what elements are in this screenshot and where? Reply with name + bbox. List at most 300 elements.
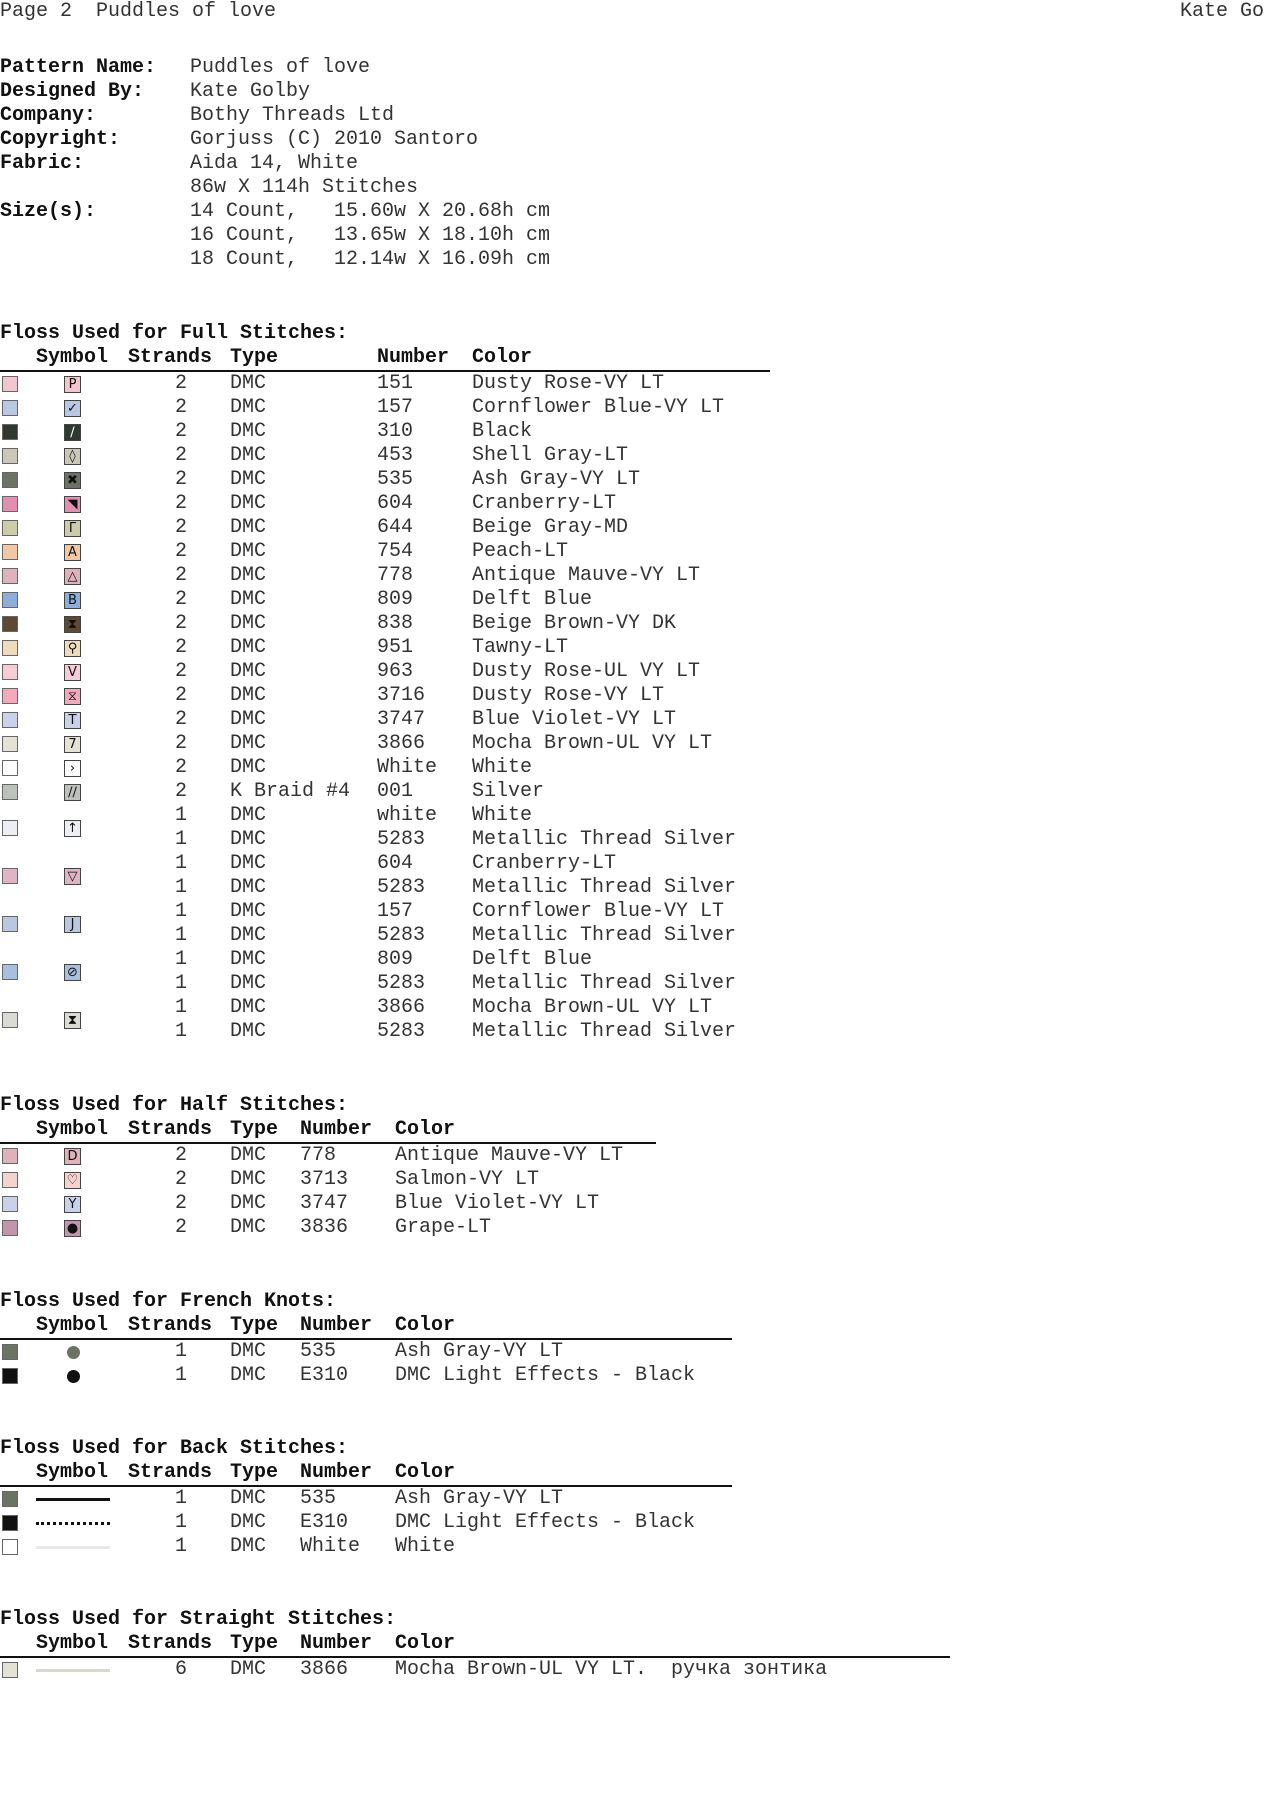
color-name: Antique Mauve-VY LT [395,1144,624,1167]
table-row [0,588,770,612]
stitch-symbol: ∕∕ [64,784,81,801]
number-value: 453 [377,444,414,467]
color-name: Cornflower Blue-VY LT [472,900,725,923]
table-row [0,396,770,420]
strands-value: 1 [175,1020,188,1043]
number-value: 3747 [300,1192,349,1215]
column-header-type: Type [230,1632,279,1655]
stitch-symbol: V [64,664,81,681]
info-value: Aida 14, White [190,152,359,175]
color-name: Antique Mauve-VY LT [472,564,701,587]
strands-value: 2 [175,396,188,419]
number-value: 809 [377,948,414,971]
row-line [0,612,770,636]
stitch-symbol: P [64,376,81,393]
row-line [0,636,770,660]
row-line [0,588,770,612]
row-line [0,924,770,948]
type-value: DMC [230,1535,267,1558]
table-row [0,420,770,444]
strands-value: 1 [175,828,188,851]
strands-value: 2 [175,732,188,755]
strands-value: 1 [175,852,188,875]
strands-value: 2 [175,756,188,779]
type-value: DMC [230,636,267,659]
stitch-symbol: ● [64,1220,81,1237]
number-value: 5283 [377,876,426,899]
strands-value: 1 [175,1511,188,1534]
color-name: Silver [472,780,545,803]
row-line [0,444,770,468]
table-row [0,852,770,900]
row-line [0,468,770,492]
row-line [0,1340,732,1364]
info-key: Pattern Name: [0,56,157,79]
color-name: White [472,804,533,827]
table-header [0,1632,950,1656]
table-row [0,1487,732,1511]
table-header [0,1461,732,1485]
stitch-symbol: ⧗ [64,616,81,633]
row-line [0,420,770,444]
row-line [0,1535,732,1559]
strands-value: 2 [175,420,188,443]
table-row [0,900,770,948]
info-value: 16 Count, 13.65w X 18.10h cm [190,224,551,247]
type-value: DMC [230,396,267,419]
table-header [0,1314,732,1338]
strands-value: 1 [175,876,188,899]
table-row [0,372,770,396]
strands-value: 2 [175,1192,188,1215]
strands-value: 2 [175,492,188,515]
table-row [0,948,770,996]
row-line [0,1192,656,1216]
header-title: Puddles of love [96,0,277,23]
color-name: DMC Light Effects - Black [395,1364,696,1387]
table-row [0,996,770,1044]
row-line [0,540,770,564]
type-value: DMC [230,1511,267,1534]
row-line [0,1511,732,1535]
info-value: Kate Golby [190,80,311,103]
row-line [0,996,770,1020]
stitch-symbol: ✓ [64,400,81,417]
type-value: K Braid #4 [230,780,351,803]
strands-value: 6 [175,1658,188,1681]
stitch-symbol: △ [64,568,81,585]
column-header-strands: Strands [128,1314,213,1337]
number-value: 3747 [377,708,426,731]
color-name: DMC Light Effects - Black [395,1511,696,1534]
color-name: Salmon-VY LT [395,1168,540,1191]
color-name: Dusty Rose-VY LT [472,372,665,395]
table-row [0,732,770,756]
column-header-color: Color [395,1632,456,1655]
strands-value: 2 [175,444,188,467]
column-header-color: Color [395,1461,456,1484]
stitch-symbol: 7 [64,736,81,753]
color-name: Cranberry-LT [472,492,617,515]
color-name: Dusty Rose-VY LT [472,684,665,707]
type-value: DMC [230,1144,267,1167]
column-header-symbol: Symbol [36,1632,109,1655]
stitch-symbol: ↑ [64,820,81,837]
color-name: Shell Gray-LT [472,444,629,467]
row-line [0,1658,950,1682]
type-value: DMC [230,1020,267,1043]
number-value: 809 [377,588,414,611]
section-title: Floss Used for Full Stitches: [0,322,349,345]
color-name: Cranberry-LT [472,852,617,875]
table-row [0,1168,656,1192]
floss-rows [0,1340,732,1388]
type-value: DMC [230,972,267,995]
type-value: DMC [230,444,267,467]
number-value: 604 [377,492,414,515]
type-value: DMC [230,996,267,1019]
table-row [0,1535,732,1559]
back-stitches-section [0,1437,732,1559]
strands-value: 1 [175,948,188,971]
column-header-type: Type [230,1314,279,1337]
row-line [0,1144,656,1168]
color-name: Cornflower Blue-VY LT [472,396,725,419]
info-value: 86w X 114h Stitches [190,176,419,199]
stitch-symbol: ♡ [64,1172,81,1189]
table-row [0,564,770,588]
column-header-color: Color [395,1314,456,1337]
row-line [0,564,770,588]
table-row [0,1340,732,1364]
type-value: DMC [230,1487,267,1510]
column-header-strands: Strands [128,1461,213,1484]
table-row [0,1658,950,1682]
table-row [0,1216,656,1240]
color-name: White [395,1535,456,1558]
type-value: DMC [230,1658,267,1681]
column-header-number: Number [300,1118,373,1141]
column-header-strands: Strands [128,1118,213,1141]
stitch-symbol: ◥ [64,496,81,513]
number-value: 3716 [377,684,426,707]
table-row [0,444,770,468]
type-value: DMC [230,1168,267,1191]
column-header-symbol: Symbol [36,1461,109,1484]
number-value: 3866 [377,996,426,1019]
type-value: DMC [230,516,267,539]
column-header-symbol: Symbol [36,1314,109,1337]
table-row [0,540,770,564]
type-value: DMC [230,468,267,491]
number-value: white [377,804,438,827]
row-line [0,1364,732,1388]
color-name: Ash Gray-VY LT [395,1487,564,1510]
number-value: 3866 [377,732,426,755]
strands-value: 2 [175,1144,188,1167]
section-title: Floss Used for Straight Stitches: [0,1608,397,1631]
info-key: Fabric: [0,152,85,175]
column-header-strands: Strands [128,346,213,369]
stitch-symbol: ∕ [64,424,81,441]
number-value: 644 [377,516,414,539]
stitch-symbol: ⧖ [64,688,81,705]
row-line [0,684,770,708]
floss-rows [0,1144,656,1240]
table-row [0,516,770,540]
table-row [0,708,770,732]
type-value: DMC [230,588,267,611]
number-value: 5283 [377,972,426,995]
row-line [0,852,770,876]
strands-value: 2 [175,468,188,491]
number-value: White [377,756,438,779]
table-row [0,1192,656,1216]
section-title: Floss Used for Half Stitches: [0,1094,349,1117]
color-name: Metallic Thread Silver [472,876,737,899]
number-value: 838 [377,612,414,635]
strands-value: 1 [175,972,188,995]
table-row [0,1364,732,1388]
stitch-symbol: Γ [64,520,81,537]
strands-value: 2 [175,708,188,731]
strands-value: 2 [175,636,188,659]
stitch-symbol: ⊘ [64,964,81,981]
type-value: DMC [230,708,267,731]
strands-value: 2 [175,780,188,803]
type-value: DMC [230,900,267,923]
strands-value: 2 [175,564,188,587]
color-name: Ash Gray-VY LT [472,468,641,491]
number-value: E310 [300,1364,349,1387]
number-value: 5283 [377,1020,426,1043]
row-line [0,732,770,756]
strands-value: 1 [175,1535,188,1558]
type-value: DMC [230,876,267,899]
stitch-symbol: ◊ [64,448,81,465]
color-name: Blue Violet-VY LT [395,1192,600,1215]
strands-value: 2 [175,684,188,707]
color-name: Beige Brown-VY DK [472,612,677,635]
strands-value: 2 [175,1168,188,1191]
number-value: 001 [377,780,414,803]
info-value: Puddles of love [190,56,371,79]
number-value: 3713 [300,1168,349,1191]
strands-value: 1 [175,924,188,947]
row-line [0,1168,656,1192]
number-value: 778 [377,564,414,587]
number-value: 951 [377,636,414,659]
stitch-symbol: ▽ [64,868,81,885]
type-value: DMC [230,804,267,827]
type-value: DMC [230,1216,267,1239]
section-title: Floss Used for French Knots: [0,1290,337,1313]
row-line [0,516,770,540]
strands-value: 1 [175,1340,188,1363]
row-line [0,372,770,396]
info-value: 18 Count, 12.14w X 16.09h cm [190,248,551,271]
row-line [0,1487,732,1511]
color-name: White [472,756,533,779]
stitch-symbol: B [64,592,81,609]
stitch-symbol: A [64,544,81,561]
strands-value: 2 [175,516,188,539]
column-header-number: Number [300,1461,373,1484]
color-name: Black [472,420,533,443]
color-name: Mocha Brown-UL VY LT. ручка зонтика [395,1658,828,1681]
french-knots-section [0,1290,732,1388]
color-name: Mocha Brown-UL VY LT [472,732,713,755]
strands-value: 1 [175,996,188,1019]
color-name: Ash Gray-VY LT [395,1340,564,1363]
color-name: Beige Gray-MD [472,516,629,539]
row-line [0,828,770,852]
info-value: 14 Count, 15.60w X 20.68h cm [190,200,551,223]
type-value: DMC [230,948,267,971]
color-name: Metallic Thread Silver [472,924,737,947]
number-value: 535 [300,1340,337,1363]
type-value: DMC [230,372,267,395]
type-value: DMC [230,540,267,563]
full-stitches-section [0,322,770,1044]
color-name: Metallic Thread Silver [472,828,737,851]
strands-value: 2 [175,540,188,563]
strands-value: 2 [175,660,188,683]
column-header-strands: Strands [128,1632,213,1655]
type-value: DMC [230,492,267,515]
color-name: Metallic Thread Silver [472,1020,737,1043]
number-value: 754 [377,540,414,563]
table-row [0,780,770,804]
table-row [0,468,770,492]
page-header-left [0,0,276,23]
info-key: Copyright: [0,128,121,151]
color-name: Dusty Rose-UL VY LT [472,660,701,683]
info-key: Designed By: [0,80,145,103]
type-value: DMC [230,660,267,683]
floss-rows [0,372,770,1044]
number-value: 535 [377,468,414,491]
strands-value: 1 [175,1364,188,1387]
column-header-type: Type [230,346,279,369]
column-header-number: Number [300,1314,373,1337]
color-name: Delft Blue [472,948,593,971]
stitch-symbol: ⚲ [64,640,81,657]
number-value: 151 [377,372,414,395]
number-value: 778 [300,1144,337,1167]
strands-value: 1 [175,900,188,923]
color-name: Tawny-LT [472,636,569,659]
table-row [0,1511,732,1535]
number-value: 157 [377,900,414,923]
number-value: 310 [377,420,414,443]
half-stitches-section [0,1094,656,1240]
row-line [0,756,770,780]
table-row [0,804,770,852]
number-value: 963 [377,660,414,683]
strands-value: 2 [175,372,188,395]
stitch-symbol: ⧗ [64,1012,81,1029]
strands-value: 2 [175,612,188,635]
stitch-symbol: D [64,1148,81,1165]
strands-value: 2 [175,1216,188,1239]
stitch-symbol: T [64,712,81,729]
type-value: DMC [230,684,267,707]
table-row [0,612,770,636]
color-name: Peach-LT [472,540,569,563]
type-value: DMC [230,852,267,875]
column-header-symbol: Symbol [36,346,109,369]
table-row [0,492,770,516]
color-name: Delft Blue [472,588,593,611]
number-value: White [300,1535,361,1558]
row-line [0,900,770,924]
number-value: E310 [300,1511,349,1534]
type-value: DMC [230,924,267,947]
number-value: 3836 [300,1216,349,1239]
row-line [0,396,770,420]
info-value: Gorjuss (C) 2010 Santoro [190,128,479,151]
table-header [0,346,770,370]
column-header-color: Color [395,1118,456,1141]
column-header-color: Color [472,346,533,369]
page-header-author: Kate Go [1180,0,1265,23]
stitch-symbol: ✖ [64,472,81,489]
color-name: Metallic Thread Silver [472,972,737,995]
type-value: DMC [230,564,267,587]
table-row [0,684,770,708]
info-value: Bothy Threads Ltd [190,104,395,127]
column-header-number: Number [300,1632,373,1655]
color-name: Blue Violet-VY LT [472,708,677,731]
color-name: Mocha Brown-UL VY LT [472,996,713,1019]
straight-stitches-section [0,1608,950,1682]
type-value: DMC [230,1340,267,1363]
column-header-number: Number [377,346,450,369]
table-row [0,660,770,684]
row-line [0,780,770,804]
strands-value: 1 [175,1487,188,1510]
strands-value: 2 [175,588,188,611]
column-header-symbol: Symbol [36,1118,109,1141]
section-title: Floss Used for Back Stitches: [0,1437,349,1460]
row-line [0,1216,656,1240]
column-header-type: Type [230,1461,279,1484]
type-value: DMC [230,1364,267,1387]
number-value: 535 [300,1487,337,1510]
row-line [0,876,770,900]
table-row [0,756,770,780]
table-header [0,1118,656,1142]
row-line [0,972,770,996]
stitch-symbol: J [64,916,81,933]
row-line [0,492,770,516]
row-line [0,660,770,684]
row-line [0,708,770,732]
table-row [0,636,770,660]
number-value: 3866 [300,1658,349,1681]
info-key: Size(s): [0,200,97,223]
type-value: DMC [230,828,267,851]
row-line [0,948,770,972]
number-value: 5283 [377,924,426,947]
column-header-type: Type [230,1118,279,1141]
type-value: DMC [230,732,267,755]
floss-rows [0,1487,732,1559]
number-value: 157 [377,396,414,419]
row-line [0,804,770,828]
row-line [0,1020,770,1044]
